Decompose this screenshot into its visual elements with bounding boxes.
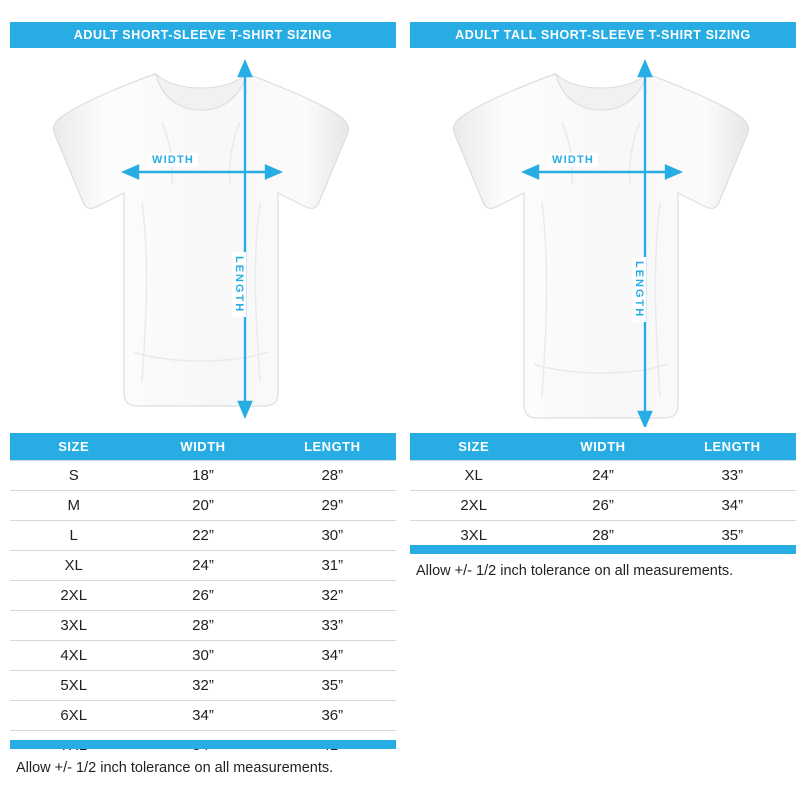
width-label: WIDTH xyxy=(548,153,598,167)
tshirt-graphic xyxy=(38,52,368,427)
panel-adult xyxy=(10,0,396,800)
table-row: 3XL 28” 35” xyxy=(460,527,744,544)
table-header-row xyxy=(410,433,796,461)
adult-tall-shirt-illustration xyxy=(410,52,796,427)
table-row: 2XL 26” 34” xyxy=(410,491,796,521)
tshirt-tall-graphic xyxy=(438,52,768,427)
adult-tall-size-table xyxy=(410,433,796,550)
col-length: LENGTH xyxy=(669,433,796,461)
table-row: 2XL 26” 32” xyxy=(10,581,396,611)
table-row: L 22” 30” xyxy=(10,521,396,551)
table-row: 5XL 32” 35” xyxy=(10,671,396,701)
table-row: M 20” 29” xyxy=(10,491,396,521)
table-row: 3XL 28” 33” xyxy=(10,611,396,641)
table-row: XL 24” 33” xyxy=(410,461,796,491)
table-row: 6XL 34” 36” xyxy=(10,701,396,731)
table-header-row xyxy=(10,433,396,461)
panel-adult-tall-header: ADULT TALL SHORT-SLEEVE T-SHIRT SIZING xyxy=(410,22,796,48)
table-row: 4XL 30” 34” xyxy=(10,641,396,671)
col-width: WIDTH xyxy=(137,433,268,461)
panel-adult-tall xyxy=(410,0,796,800)
adult-size-table xyxy=(10,433,396,760)
adult-shirt-illustration xyxy=(10,52,396,427)
adult-tall-table-footer-bar xyxy=(410,545,796,554)
adult-tall-tolerance-note: Allow +/- 1/2 inch tolerance on all measurements. xyxy=(416,563,734,579)
length-label: LENGTH xyxy=(232,252,246,317)
width-label: WIDTH xyxy=(148,153,198,167)
adult-tolerance-note: Allow +/- 1/2 inch tolerance on all measurements. xyxy=(16,760,334,776)
length-label: LENGTH xyxy=(632,257,646,322)
panel-adult-header: ADULT SHORT-SLEEVE T-SHIRT SIZING xyxy=(10,22,396,48)
col-width: WIDTH xyxy=(537,433,668,461)
col-length: LENGTH xyxy=(269,433,396,461)
adult-table-footer-bar xyxy=(10,740,396,749)
col-size: SIZE xyxy=(410,433,537,461)
table-row: XL 24” 31” xyxy=(10,551,396,581)
col-size: SIZE xyxy=(10,433,137,461)
table-row: S 18” 28” xyxy=(10,461,396,491)
